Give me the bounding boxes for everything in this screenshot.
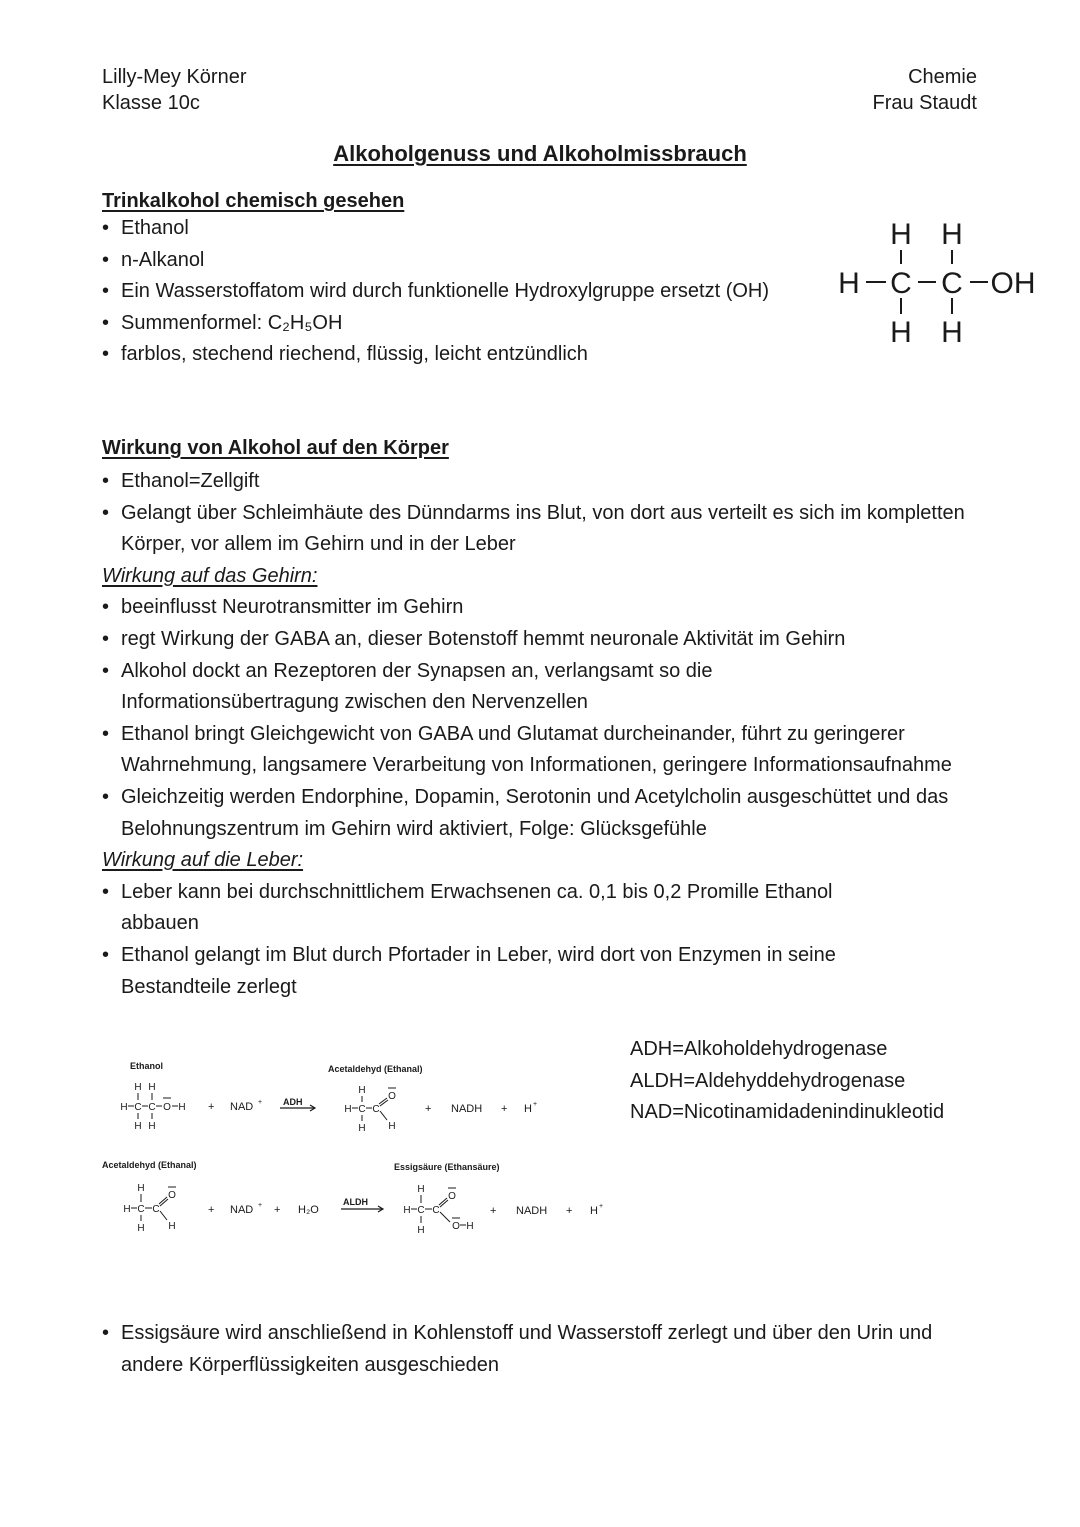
svg-text:C: C — [134, 1102, 142, 1113]
svg-text:H: H — [466, 1221, 474, 1232]
svg-text:+: + — [208, 1204, 215, 1216]
enzyme-adh: ADH — [283, 1097, 303, 1107]
list-item: • Essigsäure wird anschließend in Kohlenstoff und Wasserstoff zerlegt und über den Urin und andere Körperflüssigkeiten ausgeschieden — [102, 1322, 933, 1376]
svg-text:O: O — [388, 1091, 396, 1102]
list-item: • Alkohol dockt an Rezeptoren der Synapsen an, verlangsamt so die Informationsübertragung zwischen den Nervenzellen — [102, 659, 713, 714]
list-item: • Ethanol bringt Gleichgewicht von GABA und Glutamat durcheinander, führt zu geringerer Wahrnehmung, langsamere Verarbeitung von Informationen, geringere Informationsaufnahme — [102, 722, 952, 777]
class-label: Klasse 10c — [102, 92, 200, 114]
reaction-schemes — [100, 1055, 620, 1245]
svg-text:H: H — [148, 1121, 156, 1132]
svg-text:H: H — [120, 1102, 128, 1113]
label-ethanol: Ethanol — [130, 1061, 163, 1071]
section-heading-effects: Wirkung von Alkohol auf den Körper — [102, 437, 449, 459]
svg-text:+: + — [599, 1203, 604, 1210]
svg-text:H: H — [358, 1085, 366, 1096]
svg-text:C: C — [148, 1102, 156, 1113]
svg-text:C: C — [372, 1104, 380, 1115]
abbreviation-aldh: ALDH=Aldehyddehydrogenase — [630, 1069, 906, 1092]
svg-text:O: O — [448, 1191, 456, 1202]
list-item: • Leber kann bei durchschnittlichem Erwachsenen ca. 0,1 bis 0,2 Promille Ethanol abbauen — [102, 880, 833, 935]
svg-text:NAD: NAD — [230, 1204, 254, 1216]
svg-text:H: H — [134, 1121, 142, 1132]
subject-block — [872, 64, 977, 116]
svg-text:H: H — [168, 1221, 176, 1232]
svg-text:H: H — [890, 218, 912, 251]
svg-text:C: C — [137, 1204, 145, 1215]
svg-text:+: + — [258, 1202, 263, 1209]
abbreviation-nad: NAD=Nicotinamidadenindinukleotid — [630, 1101, 945, 1124]
teacher-name: Frau Staudt — [872, 92, 977, 114]
svg-text:H: H — [137, 1183, 145, 1194]
svg-text:H: H — [344, 1104, 352, 1115]
svg-text:+: + — [425, 1103, 432, 1115]
acetic-acid-mini-structure — [403, 1184, 473, 1236]
page-title: Alkoholgenuss und Alkoholmissbrauch — [333, 141, 747, 166]
list-item: • Gleichzeitig werden Endorphine, Dopamin, Serotonin und Acetylcholin ausgeschüttet und das Belohnungszentrum im Gehirn wird aktiviert, Folge: Glücksgefühle — [102, 785, 949, 840]
label-acetic-acid: Essigsäure (Ethansäure) — [394, 1162, 500, 1172]
svg-text:H: H — [403, 1205, 411, 1216]
final-bullet-list — [102, 1318, 972, 1381]
subheading-brain: Wirkung auf das Gehirn: — [102, 564, 318, 587]
svg-text:C: C — [890, 267, 912, 300]
author-name: Lilly-Mey Körner — [102, 66, 247, 88]
svg-text:NADH: NADH — [451, 1103, 483, 1115]
svg-text:+: + — [490, 1205, 497, 1217]
list-item: • Ethanol=Zellgift — [102, 470, 260, 492]
svg-text:H: H — [417, 1225, 425, 1236]
svg-text:H: H — [388, 1121, 396, 1132]
ethanol-structure-formula — [830, 212, 1050, 352]
section-heading-chemistry: Trinkalkohol chemisch gesehen — [102, 190, 405, 212]
svg-text:C: C — [152, 1204, 160, 1215]
svg-text:NADH: NADH — [516, 1205, 548, 1217]
svg-text:H: H — [941, 316, 963, 349]
svg-text:H: H — [590, 1205, 598, 1217]
list-item: • n-Alkanol — [102, 248, 205, 271]
svg-text:O: O — [168, 1190, 176, 1201]
svg-text:H: H — [148, 1082, 156, 1093]
list-item: • beeinflusst Neurotransmitter im Gehirn — [102, 596, 464, 619]
svg-text:H: H — [123, 1204, 131, 1215]
svg-text:+: + — [501, 1103, 508, 1115]
svg-text:H: H — [134, 1082, 142, 1093]
svg-text:H: H — [137, 1223, 145, 1234]
list-item: • farblos, stechend riechend, flüssig, leicht entzündlich — [102, 343, 588, 366]
svg-text:C: C — [941, 267, 963, 300]
svg-text:C: C — [358, 1104, 366, 1115]
svg-text:H: H — [838, 267, 860, 300]
svg-text:+: + — [533, 1101, 538, 1108]
chemistry-bullet-list — [102, 213, 792, 371]
acetaldehyde-mini-structure-1 — [344, 1085, 396, 1134]
svg-text:C: C — [432, 1205, 440, 1216]
ethanol-mini-structure — [120, 1082, 185, 1132]
svg-text:OH: OH — [990, 267, 1036, 300]
svg-text:H: H — [178, 1102, 186, 1113]
enzyme-aldh: ALDH — [343, 1197, 368, 1207]
svg-text:H₂O: H₂O — [298, 1204, 319, 1216]
abbreviation-list — [630, 1034, 944, 1129]
list-item: • Ein Wasserstoffatom wird durch funktionelle Hydroxylgruppe ersetzt (OH) — [102, 280, 770, 303]
svg-text:C: C — [417, 1205, 425, 1216]
svg-text:H: H — [524, 1103, 532, 1115]
svg-text:+: + — [258, 1099, 263, 1106]
svg-text:O: O — [163, 1102, 171, 1113]
svg-text:O: O — [452, 1221, 460, 1232]
abbreviation-adh: ADH=Alkoholdehydrogenase — [630, 1038, 888, 1060]
effects-bullet-list — [102, 466, 982, 1003]
label-acetaldehyde-2: Acetaldehyd (Ethanal) — [102, 1160, 197, 1170]
list-item: • Gelangt über Schleimhäute des Dünndarms ins Blut, von dort aus verteilt es sich im kompletten Körper, vor allem im Gehirn und in der Leber — [102, 501, 965, 556]
list-item: • regt Wirkung der GABA an, dieser Botenstoff hemmt neuronale Aktivität im Gehirn — [102, 627, 846, 650]
svg-text:NAD: NAD — [230, 1101, 254, 1113]
svg-text:+: + — [208, 1101, 215, 1113]
list-item: • Summenformel: C₂H₅OH — [102, 311, 343, 334]
author-block — [102, 64, 246, 116]
label-acetaldehyde: Acetaldehyd (Ethanal) — [328, 1064, 423, 1074]
list-item: • Ethanol — [102, 217, 189, 239]
subject-label: Chemie — [908, 66, 977, 88]
svg-text:+: + — [566, 1205, 573, 1217]
svg-text:H: H — [890, 316, 912, 349]
svg-text:+: + — [274, 1204, 281, 1216]
subheading-liver: Wirkung auf die Leber: — [102, 849, 304, 872]
svg-text:H: H — [417, 1184, 425, 1195]
list-item: • Ethanol gelangt im Blut durch Pfortader in Leber, wird dort von Enzymen in seine Bestandteile zerlegt — [102, 943, 836, 998]
svg-text:H: H — [941, 218, 963, 251]
svg-text:H: H — [358, 1123, 366, 1134]
